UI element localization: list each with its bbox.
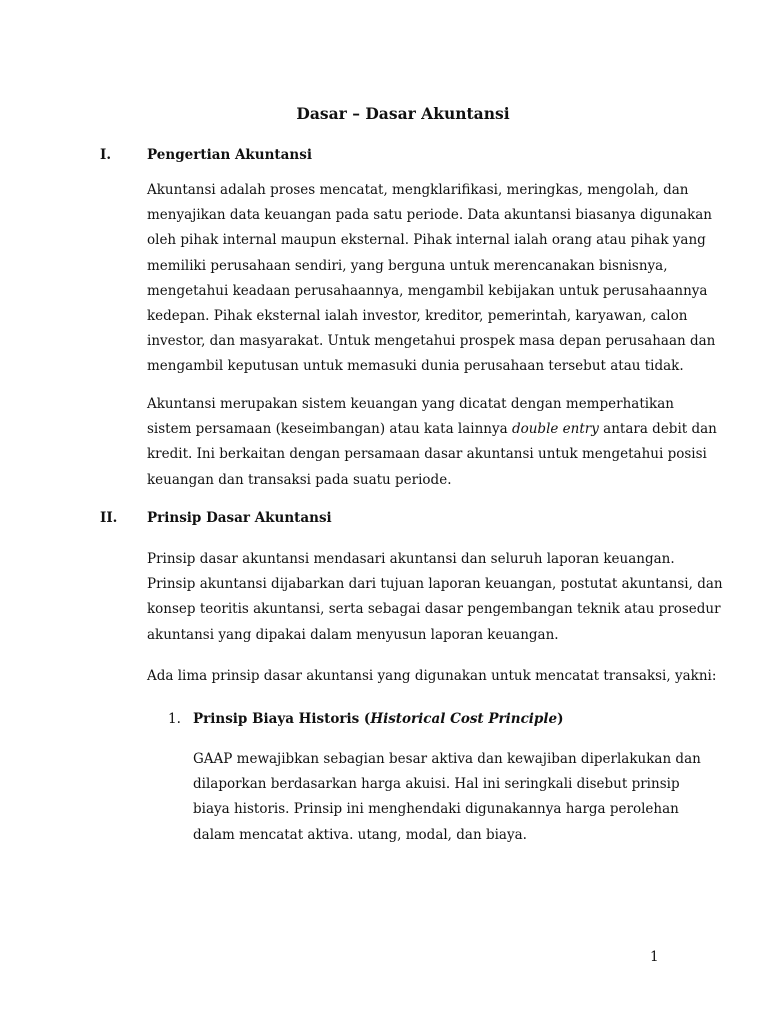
- text-line: dilaporkan berdasarkan harga akuisi. Hal ini seringkali disebut prinsip: [193, 776, 680, 793]
- text-segment: ): [557, 711, 564, 727]
- text-line: mengetahui keadaan perusahaannya, mengambil kebijakan untuk perusahaannya: [147, 282, 708, 299]
- text-line: memiliki perusahaan sendiri, yang berguna untuk merencanakan bisnisnya,: [147, 257, 668, 274]
- text-segment: antara debit dan: [598, 421, 717, 438]
- section-2-title: Prinsip Dasar Akuntansi: [147, 510, 332, 526]
- text-line: biaya historis. Prinsip ini menghendaki digunakannya harga perolehan: [193, 801, 679, 818]
- text-segment: sistem persamaan (keseimbangan) atau kata lainnya: [147, 421, 512, 438]
- italic-term-double-entry: double entry: [511, 421, 599, 438]
- section-2-number: II.: [100, 510, 118, 526]
- text-line: Akuntansi merupakan sistem keuangan yang dicatat dengan memperhatikan: [147, 396, 674, 412]
- text-line: keuangan dan transaksi pada suatu periode.: [147, 471, 452, 488]
- list-item-1-title: [193, 710, 563, 728]
- italic-term-historical-cost: Historical Cost Principle: [370, 711, 558, 727]
- section-1-paragraph-1: [147, 178, 716, 380]
- section-2-paragraph-2: [147, 664, 717, 689]
- text-line: GAAP mewajibkan sebagian besar aktiva dan kewajiban diperlakukan dan: [193, 751, 701, 767]
- text-line: Akuntansi adalah proses mencatat, mengklarifikasi, meringkas, mengolah, dan: [147, 182, 689, 198]
- text-line: kedepan. Pihak eksternal ialah investor, kreditor, pemerintah, karyawan, calon: [147, 308, 688, 325]
- list-item-1-number: 1.: [168, 711, 181, 727]
- list-item-1-paragraph: [193, 747, 701, 848]
- text-line: mengambil keputusan untuk memasuki dunia perusahaan tersebut atau tidak.: [147, 358, 684, 375]
- text-line: konsep teoritis akuntansi, serta sebagai dasar pengembangan teknik atau prosedur: [147, 601, 721, 618]
- text-line: oleh pihak internal maupun eksternal. Pihak internal ialah orang atau pihak yang: [147, 232, 706, 249]
- page-title: Dasar – Dasar Akuntansi: [296, 104, 510, 123]
- text-line: akuntansi yang dipakai dalam menyusun laporan keuangan.: [147, 626, 559, 643]
- text-segment: Prinsip Biaya Historis (: [193, 711, 371, 727]
- section-1-title: Pengertian Akuntansi: [147, 147, 312, 163]
- page-number: 1: [650, 949, 659, 965]
- text-line: Prinsip akuntansi dijabarkan dari tujuan laporan keuangan, postutat akuntansi, dan: [147, 576, 723, 593]
- text-line: Ada lima prinsip dasar akuntansi yang digunakan untuk mencatat transaksi, yakni:: [147, 668, 717, 684]
- text-line: menyajikan data keuangan pada satu periode. Data akuntansi biasanya digunakan: [147, 207, 712, 224]
- section-1-number: I.: [100, 147, 112, 163]
- section-1-paragraph-2: [147, 392, 717, 493]
- section-2-paragraph-1: [147, 547, 723, 648]
- text-line: [147, 417, 717, 442]
- text-line: Prinsip dasar akuntansi mendasari akuntansi dan seluruh laporan keuangan.: [147, 551, 675, 567]
- text-line: investor, dan masyarakat. Untuk mengetahui prospek masa depan perusahaan dan: [147, 333, 716, 350]
- text-line: kredit. Ini berkaitan dengan persamaan dasar akuntansi untuk mengetahui posisi: [147, 446, 707, 463]
- text-line: dalam mencatat aktiva. utang, modal, dan biaya.: [193, 826, 527, 843]
